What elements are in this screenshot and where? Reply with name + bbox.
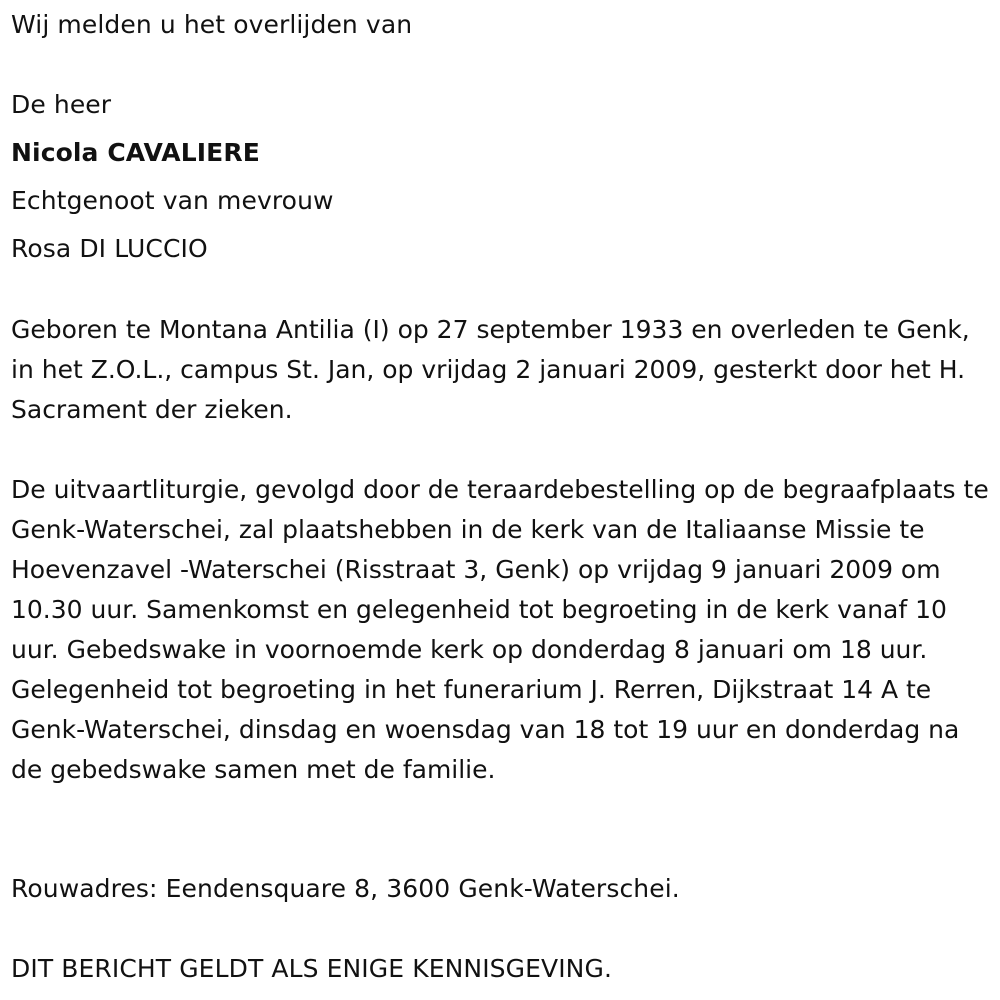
closing-statement: DIT BERICHT GELDT ALS ENIGE KENNISGEVING. (11, 954, 612, 983)
intro-text: Wij melden u het overlijden van (11, 10, 413, 39)
birth-death-paragraph: Geboren te Montana Antilia (I) op 27 september 1933 en overleden te Genk, in het Z.O.L., campus St. Jan, op vrijdag 2 januari 2009, gesterkt door het H. Sacrament der zieken. (11, 315, 970, 424)
spouse-label: Echtgenoot van mevrouw (11, 186, 334, 215)
deceased-name: Nicola CAVALIERE (11, 138, 260, 167)
salutation: De heer (11, 90, 112, 119)
mourning-address: Rouwadres: Eendensquare 8, 3600 Genk-Waterschei. (11, 874, 680, 903)
spouse-name: Rosa DI LUCCIO (11, 234, 208, 263)
funeral-paragraph: De uitvaartliturgie, gevolgd door de teraardebestelling op de begraafplaats te Genk-Waterschei, zal plaatshebben in de kerk van de Italiaanse Missie te Hoevenzavel -Waterschei (Risstraat 3, Genk) op vrijdag 9 januari 2009 om 10.30 uur. Samenkomst en gelegenheid tot begroeting in de kerk vanaf 10 uur. Gebedswake in voornoemde kerk op donderdag 8 januari om 18 uur. Gelegenheid tot begroeting in het funerarium J. Rerren, Dijkstraat 14 A te Genk-Waterschei, dinsdag en woensdag van 18 tot 19 uur en donderdag na de gebedswake samen met de familie. (11, 475, 989, 784)
